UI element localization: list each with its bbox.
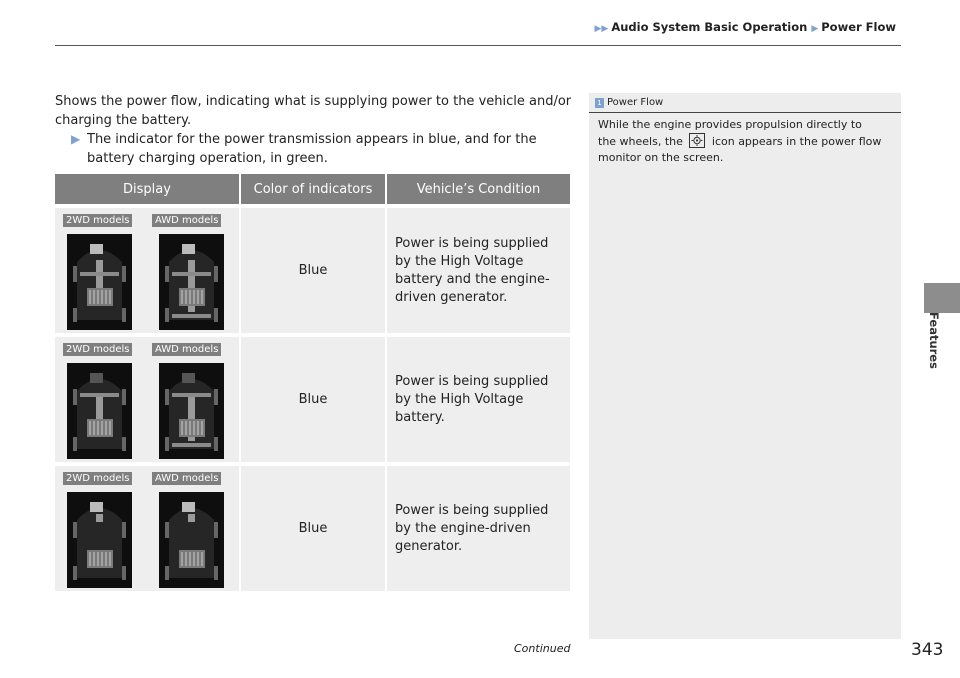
vehicle-condition-cell: Power is being supplied by the High Voltage battery. (387, 333, 570, 462)
continued-label: Continued (514, 642, 571, 655)
table-header: Display (55, 174, 241, 204)
sidebar-rule (589, 112, 901, 113)
display-cell (55, 462, 241, 591)
indicator-color-cell: Blue (241, 333, 387, 462)
intro-paragraph: Shows the power flow, indicating what is supplying power to the vehicle and/or charging the battery. (55, 94, 572, 128)
intro-note (55, 130, 575, 168)
sidebar-text (598, 117, 883, 166)
section-tab-label: Features (927, 312, 941, 369)
power-flow-display-image (67, 363, 132, 459)
table-row (55, 462, 570, 591)
power-flow-display-image (159, 234, 224, 330)
table-row (55, 204, 570, 333)
vehicle-condition-cell: Power is being supplied by the High Voltage battery and the engine-driven generator. (387, 204, 570, 333)
note-marker-icon: 1 (595, 98, 604, 108)
display-cell (55, 204, 241, 333)
vehicle-condition-cell: Power is being supplied by the engine-driven generator. (387, 462, 570, 591)
power-flow-table (55, 174, 570, 591)
breadcrumb (595, 20, 901, 34)
display-cell (55, 333, 241, 462)
sidebar-title (595, 97, 663, 108)
sidebar-text-b: icon appears in the power flow monitor on the screen. (598, 135, 882, 164)
indicator-color-cell: Blue (241, 462, 387, 591)
model-badge: 2WD models (63, 343, 132, 356)
table-header: Vehicle’s Condition (387, 174, 570, 204)
breadcrumb-item: Power Flow (821, 20, 896, 34)
model-badge: 2WD models (63, 214, 132, 227)
model-badge: 2WD models (63, 472, 132, 485)
gear-icon (689, 133, 705, 148)
power-flow-display-image (67, 492, 132, 588)
model-badge: AWD models (152, 472, 221, 485)
model-badge: AWD models (152, 343, 221, 356)
sidebar-text-a: While the engine provides propulsion directly to the wheels, the (598, 118, 862, 148)
breadcrumb-arrow-icon: ▶▶ (594, 24, 609, 34)
intro-text (55, 92, 575, 168)
sidebar-title-text: Power Flow (607, 97, 664, 108)
table-header: Color of indicators (241, 174, 387, 204)
model-badge: AWD models (152, 214, 221, 227)
table-header-row (55, 174, 570, 204)
power-flow-display-image (159, 363, 224, 459)
breadcrumb-item: Audio System Basic Operation (611, 20, 808, 34)
power-flow-display-image (67, 234, 132, 330)
breadcrumb-arrow-icon: ▶ (811, 24, 819, 34)
header-rule (55, 45, 901, 46)
power-flow-display-image (159, 492, 224, 588)
page-number: 343 (911, 640, 944, 660)
intro-note-text: The indicator for the power transmission appears in blue, and for the battery charging operation, in green. (87, 132, 537, 166)
table-row (55, 333, 570, 462)
indicator-color-cell: Blue (241, 204, 387, 333)
note-arrow-icon: ▶ (71, 132, 81, 146)
section-tab-marker (924, 283, 960, 313)
sidebar-note (589, 93, 901, 639)
